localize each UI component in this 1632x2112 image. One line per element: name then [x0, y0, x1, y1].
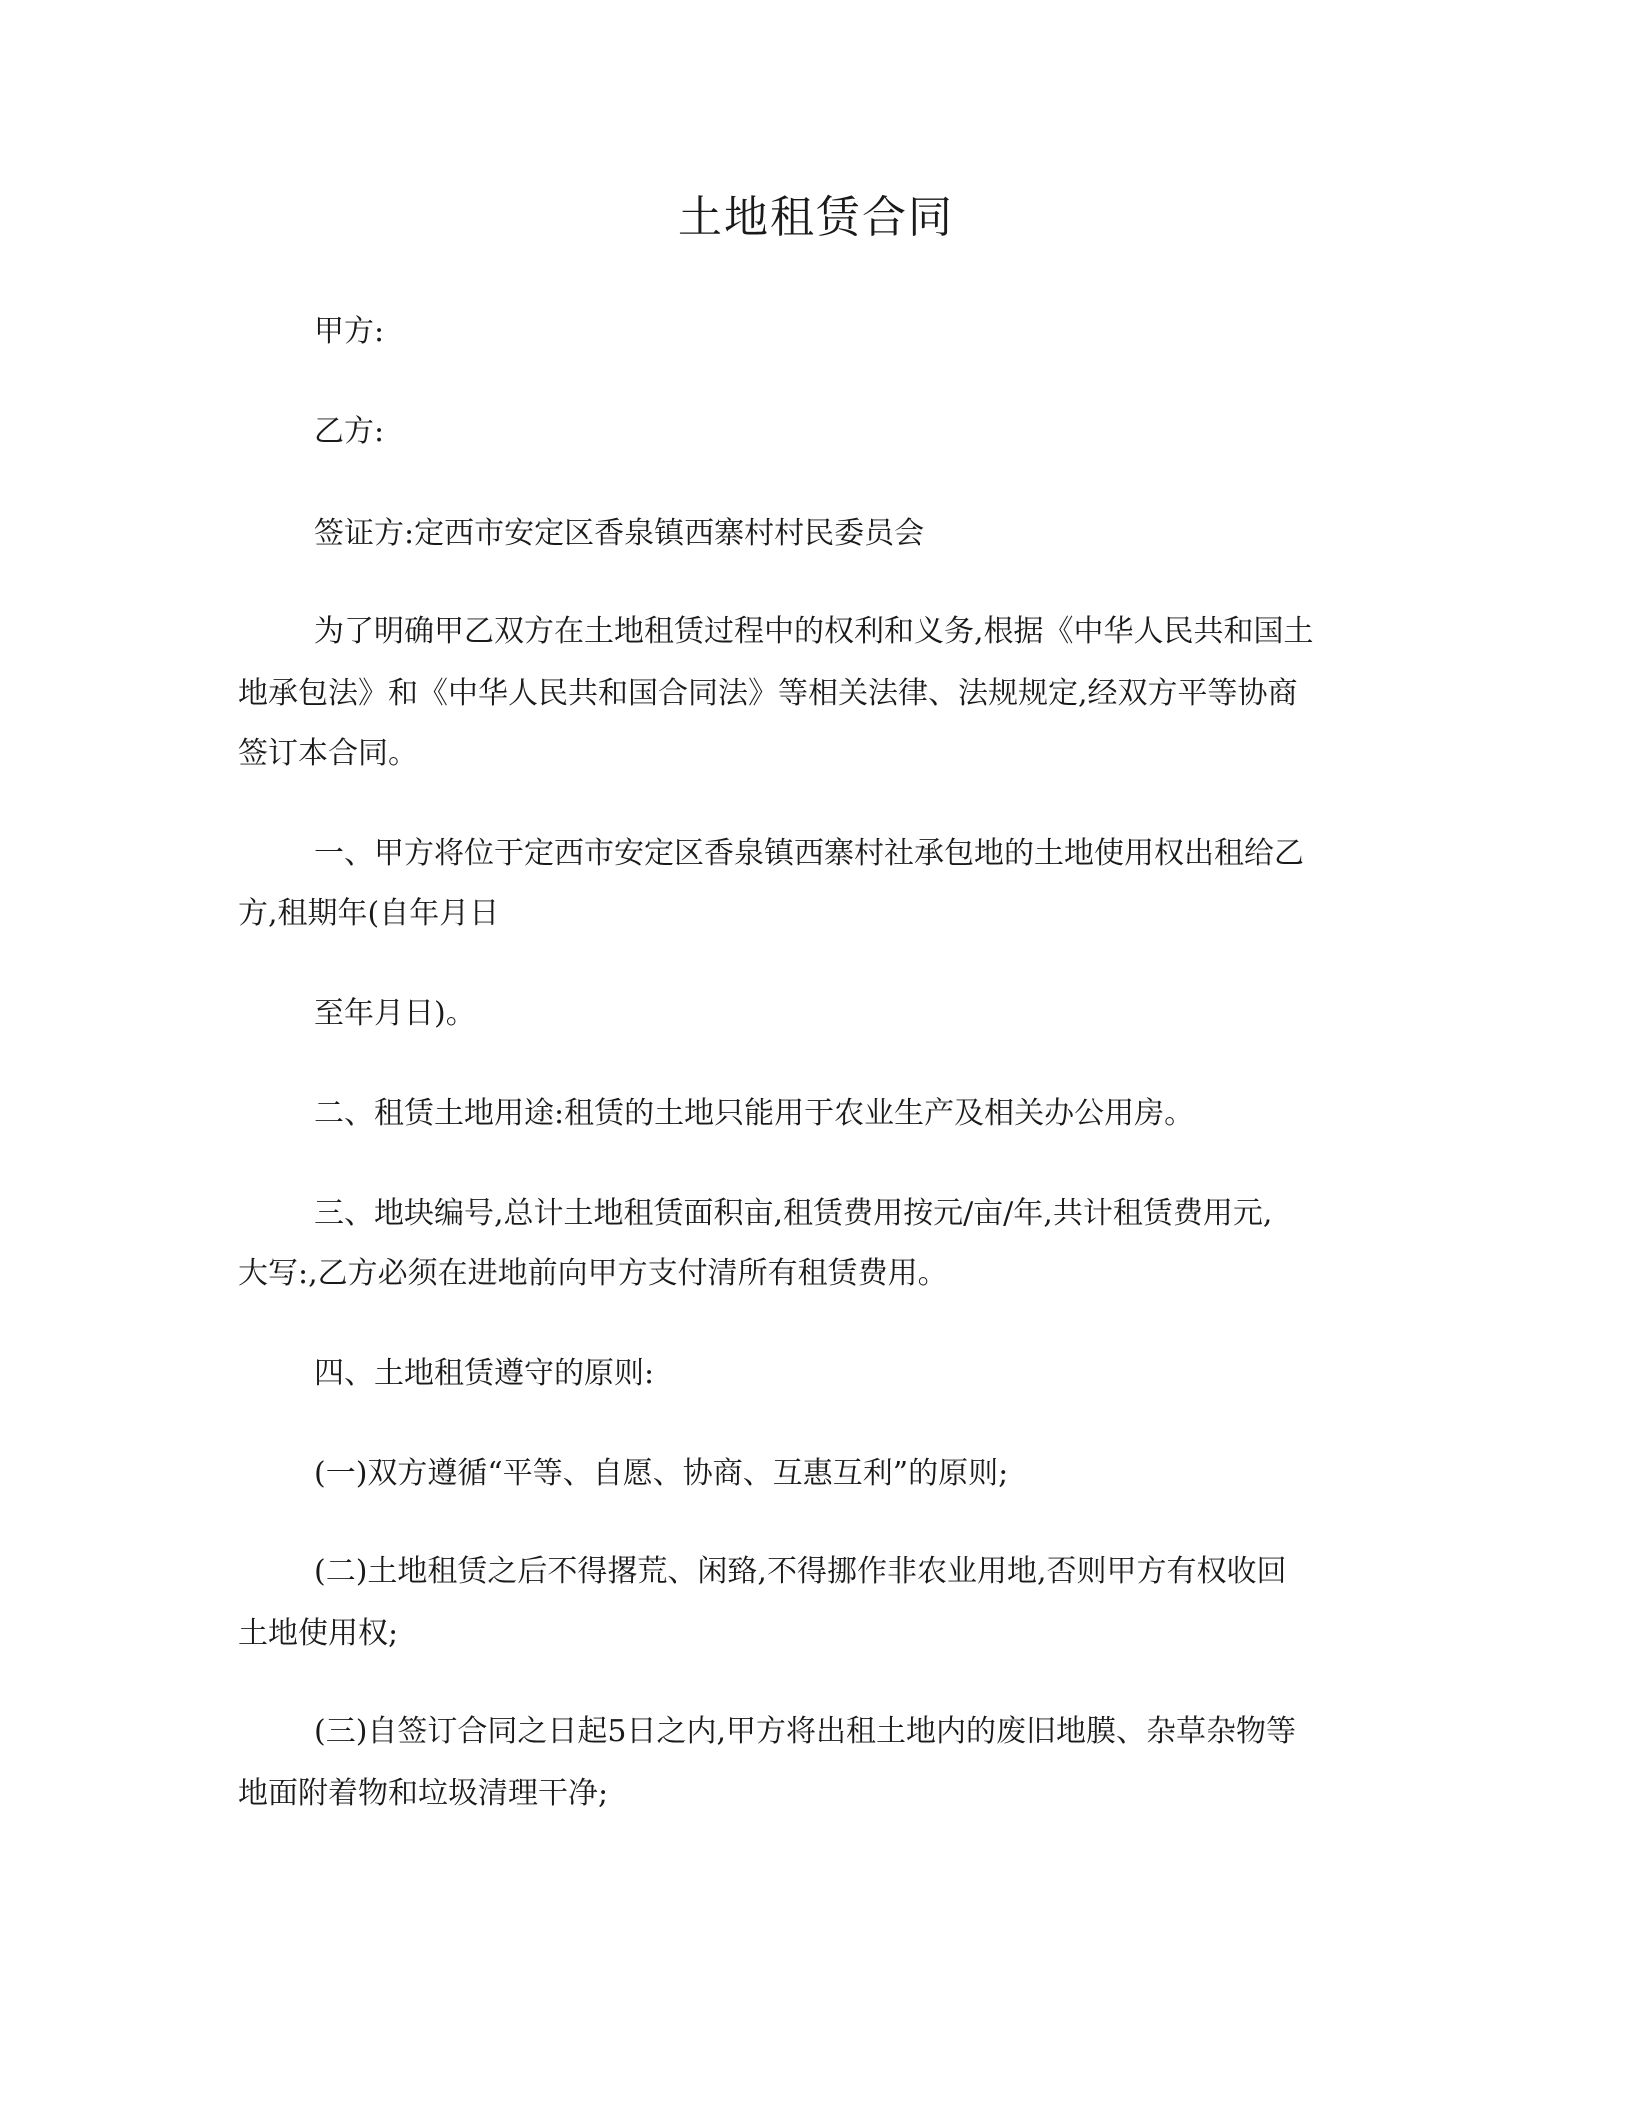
- intro-paragraph-line-1: 为了明确甲乙双方在土地租赁过程中的权利和义务,根据《中华人民共和国土: [314, 614, 1314, 649]
- clause-3-line-1: 三、地块编号,总计土地租赁面积亩,租赁费用按元/亩/年,共计租赁费用元,: [314, 1196, 1273, 1231]
- principle-1: (一)双方遵循“平等、自愿、协商、互惠互利”的原则;: [314, 1456, 1009, 1491]
- principle-2-line-2: 土地使用权;: [238, 1616, 399, 1651]
- intro-paragraph-line-3: 签订本合同。: [238, 736, 418, 771]
- document-title: 土地租赁合同: [678, 192, 954, 243]
- clause-3-line-2: 大写:,乙方必须在进地前向甲方支付清所有租赁费用。: [238, 1256, 948, 1291]
- clause-2: 二、租赁土地用途:租赁的土地只能用于农业生产及相关办公用房。: [314, 1096, 1195, 1131]
- principle-3-line-2: 地面附着物和垃圾清理干净;: [238, 1776, 609, 1811]
- party-a-label: 甲方:: [314, 314, 385, 349]
- clause-1-continuation: 至年月日)。: [314, 996, 476, 1031]
- clause-4: 四、土地租赁遵守的原则:: [314, 1356, 655, 1391]
- clause-1-line-1: 一、甲方将位于定西市安定区香泉镇西寨村社承包地的土地使用权出租给乙: [314, 836, 1304, 871]
- witness-party: 签证方:定西市安定区香泉镇西寨村村民委员会: [314, 516, 925, 551]
- principle-3-line-1: (三)自签订合同之日起5日之内,甲方将出租土地内的废旧地膜、杂草杂物等: [314, 1714, 1297, 1749]
- principle-2-line-1: (二)土地租赁之后不得撂荒、闲臵,不得挪作非农业用地,否则甲方有权收回: [314, 1554, 1287, 1589]
- clause-1-line-2: 方,租期年(自年月日: [238, 896, 500, 931]
- intro-paragraph-line-2: 地承包法》和《中华人民共和国合同法》等相关法律、法规规定,经双方平等协商: [238, 676, 1298, 711]
- party-b-label: 乙方:: [314, 414, 385, 449]
